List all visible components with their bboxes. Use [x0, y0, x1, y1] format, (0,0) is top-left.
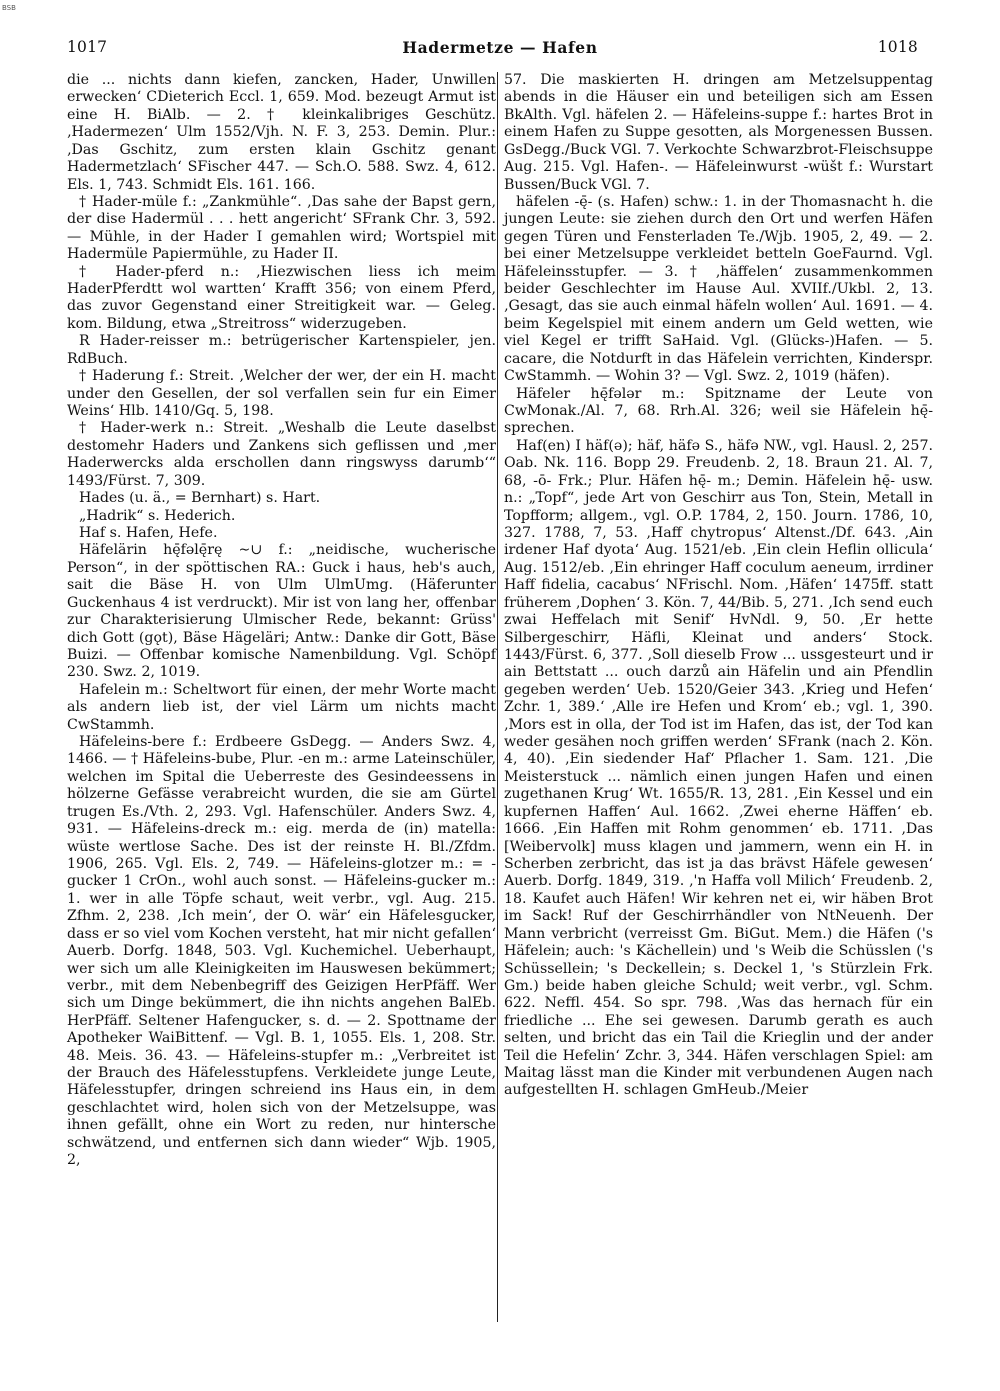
entry-haefelen: häfelen -ę̄- (s. Hafen) schw.: 1. in der Thomasnacht h. die jungen Leute: sie ziehen durch den Ort und werfen Häfen gegen Türen und Fensterladen Te./Wjb. 1905, 2, 49. — 2. bei einer Metzelsuppe verkleidet betteln GoeFaurnd. Vgl. Häfeleinsstupfer. — 3. † ‚häffelen‘ zusammenkommen beider Geschlechter im Hause Aul. XVIIf./Ukbl. 2, 13. ‚Gesagt, das sie auch einmal häfeln wollen‘ Aul. 1691. — 4. beim Kegelspiel mit einem andern um Geld wetten, wie viel Kegel er trifft SaHaid. Vgl. (Glücks-)Hafen. — 5. cacare, die Notdurft in das Häfelein verrichten, Kinderspr. CwStammh. — Wohin 3? — Vgl. Swz. 2, 1019 (häfen). — [504, 193, 933, 385]
entry-haefeler: Häfeler hę̄fələr m.: Spitzname der Leute von CwMonak./Al. 7, 68. Rrh.Al. 326; weil sie Häfelein hę̄- sprechen. — [504, 385, 933, 437]
entry-haf: Haf s. Hafen, Hefe. — [79, 524, 218, 541]
entry-hader-muele: † Hader-müle f.: „Zankmühle“. ‚Das sahe der Bapst gern, der dise Hadermül . . . hett angericht‘ SFrank Chr. 3, 592. — Mühle, in der Hader I gemahlen wird; Wortspiel mit Hadermüle Papiermühle, zu Hader II. — [67, 193, 496, 263]
left-column — [67, 72, 496, 1170]
left-page-number: 1017 — [67, 38, 108, 56]
entry-paragraph: die ... nichts dann kiefen, zancken, Hader, Unwillen erwecken‘ CDieterich Eccl. 1, 659. Mod. bezeugt Armut ist eine H. BiAlb. — 2. † kleinkalibriges Geschütz. ‚Hadermezen‘ Ulm 1552/Vjh. N. F. 3, 253. Demin. Plur.: ‚Das Gschitz, zum ersten klain Gschitz genant Hadermetzlach‘ SFischer 447. — Sch.O. 588. Swz. 4, 612. Els. 1, 743. Schmidt Els. 161. 166. — [67, 72, 496, 193]
entry-hadrik: „Hadrik“ s. Hederich. — [79, 507, 236, 524]
entry-haefelaeri: Häfelärin hę̄fəlę̄rę ∼∪ f.: „neidische, wucherische Person“, in der spöttischen RA.: Guck i haus, heb's auch, sait die Bäse H. von Ulm UlmUmg. (Häferunter Guckenhaus 4 ist verdruckt). Mir ist von lang her, offenbar zur Charakterisierung Ulmischer Rede, bekannt: Grüss' dich Gott (gǫt), Bäse Hägeläri; Antw.: Danke dir Gott, Bäse Buizi. — Offenbar komische Namenbildung. Vgl. Schöpf 230. Swz. 2, 1019. — [67, 542, 496, 681]
column-divider — [497, 72, 498, 1322]
entry-hader-werk: † Hader-werk n.: Streit. „Weshalb die Leute daselbst destomehr Haders und Zankens sich geflissen und ‚mer Haderwercks alda erschollen dann ringswyss darumb‘“ 1493/Fürst. 7, 309. — [67, 420, 496, 489]
right-column — [504, 72, 933, 1100]
entry-hafen: Haf(en) I häf(ə); häf, häfə S., häfə NW., vgl. Hausl. 2, 257. Oab. Nk. 116. Bopp 29. Freudenb. 2, 18. Braun 21. Al. 7, 68, -ō- Frk.; Plur. Häfen hę̄- m.; Demin. Häfelein hę̄- usw. n.: „Topf“, jede Art von Geschirr aus Ton, Stein, Metall in Topfform; allgem., vgl. O.P. 1784, 2, 150. Journ. 1786, 10, 327. 1788, 7, 53. ‚Haff chytropus‘ Altenst./Df. 643. ‚Ain irdener Haf dyota‘ Aug. 1521/eb. ‚Ein clein Heflin ollicula‘ Aug. 1512/eb. ‚Ein ehringer Haff coculum aeneum, irrdiner Haff fidelia, cacabus‘ NFrischl. Nom. ‚Häfen‘ 1475ff. statt früherem ‚Dophen‘ 3. Kön. 7, 44/Bib. 5, 271. ‚Ich send euch zwai Heffelach mit Senif‘ HvNdl. 9, 50. ‚Er hette Silbergeschirr, Häfli, Kleinat und anders‘ Stock. 1443/Fürst. 6, 377. ‚Soll dieselb Frow ... ussgesteurt und ir ain Bettstatt ... ouch darzů ain Häfelin und ain Pfendlin gegeben werden‘ Ueb. 1520/Geier 343. ‚Krieg und Hefen‘ Zchr. 1, 389.‘ ‚Alle ire Hefen und Krom‘ eb.; vgl. 1, 390. ‚Mors est in olla, der Tod ist im Hafen, das ist, der Tod kan weder gesähen noch griffen werden‘ SFrank (nach 2. Kön. 4, 40). ‚Ein siedender Haf‘ Pflacher 1. Sam. 121. ‚Die Meisterstuck ... nämlich einen jungen Hafen und einen zugethanen Krug‘ Wt. 1655/R. 13, 281. ‚Ein Kessel und ein kupfernen Haffen‘ Aul. 1662. ‚Zwei eherne Häffen‘ eb. 1666. ‚Ein Haffen mit Rohm genommen‘ eb. 1711. ‚Das [Weibervolk] muss klagen und jammern, wenn ein H. in Scherben zerbricht, das ist ja das brävst Häfele gewesen‘ Auerb. Dorfg. 1849, 319. ‚'n Haffa voll Milich‘ Freudenb. 2, 18. Kaufet auch Häfen! Wir kehren net ei, wir häben Brot im Sack! Ruf der Geschirrhändler von NtNeuenh. Der Mann verbricht (verreisst Gm. BiGut. Mem.) die Häfen ('s Häfelein; auch: 's Kächellein) und 's Weib die Schüsslen ('s Schüssellein; 's Deckellein; s. Deckel 1, 's Stürzlein Frk. Gm.) beide haben gleiche Schuld; weit verbr., vgl. Schm. 622. Neffl. 454. So spr. 798. ‚Was das hernach für ein friedliche ... Ehe sei gewesen. Darumb gerath es auch selten, und bricht das ein Tail die Krieglin und der ander Teil die Hefelin‘ Zchr. 3, 344. Häfen verschlagen Spiel: am Maitag lässt man die Kinder mit verbundenen Augen nach aufgestellten H. schlagen GmHeub./Meier — [504, 437, 933, 1099]
entry-hader-reisser: R Hader-reisser m.: betrügerischer Kartenspieler, jen. RdBuch. — [67, 333, 496, 367]
right-page-number: 1018 — [877, 38, 918, 56]
entry-hades: Hades (u. ä., = Bernhart) s. Hart. — [79, 490, 321, 507]
page-header-title: Hadermetze — Hafen — [402, 38, 598, 57]
entry-hafelein: Hafelein m.: Scheltwort für einen, der mehr Worte macht als andern lieb ist, der viel Lärm um nichts macht CwStammh. — [67, 681, 496, 733]
entry-hader-pferd: † Hader-pferd n.: ‚Hiezwischen liess ich meim HaderPferdtt wol wartten‘ Krafft 356; von einem Pferd, das zuvor Gegenstand einer Streitigkeit war. — Geleg. kom. Bildung, etwa „Streitross“ widerzugeben. — [67, 263, 496, 332]
entry-continuation: 57. Die maskierten H. dringen am Metzelsuppentag abends in die Häuser ein und beteiligen sich am Essen BkAlth. Vgl. häfelen 2. — Häfeleins-suppe f.: hartes Brot in einem Hafen zu Suppe gesotten, als Morgenessen Bussen. GsDegg./Buck VGl. 7. Verkochte Schwarzbrot-Fleischsuppe Aug. 215. Vgl. Hafen-. — Häfeleinwurst -wüšt f.: Wurstart Bussen/Buck VGl. 7. — [504, 72, 933, 193]
entry-haderung: † Haderung f.: Streit. ‚Welcher der wer, der ein H. macht under den Gesellen, der sol verfallen sein fur ein Eimer Weins‘ Hlb. 1410/Gq. 5, 198. — [67, 368, 496, 420]
entry-haefeleins-bere: Häfeleins-bere f.: Erdbeere GsDegg. — Anders Swz. 4, 1466. — † Häfeleins-bube, Plur. -en m.: arme Lateinschüler, welchen im Spital die Ueberreste des Gesindeessens in hölzerne Gefässe verabreicht wurden, die sie am Gürtel trugen Es./Vth. 2, 293. Vgl. Hafenschüler. Anders Swz. 4, 931. — Häfeleins-dreck m.: eig. merda de (in) matella: wüste wertlose Sache. Des ist der reinste H. Bl./Zfdm. 1906, 265. Vgl. Els. 2, 749. — Häfeleins-glotzer m.: = -gucker 1 CrOn., wohl auch sonst. — Häfeleins-gucker m.: 1. wer in alle Töpfe schaut, weit verbr., vgl. Aug. 215. Zfhm. 2, 238. ‚Ich mein‘, der O. wär‘ ein Häfelesgucker, dass er so viel vom Kochen versteht, hat mir nicht gefallen‘ Auerb. Dorfg. 1848, 503. Vgl. Kuchemichel. Ueberhaupt, wer sich um alle Kleinigkeiten im Hauswesen bekümmert; verbr., mit dem Nebenbegriff des Geizigen HerPfäff. Wer sich um Dinge bekümmert, die ihn nichts angehen BalEb. HerPfäff. Seltener Hafengucker, s. d. — 2. Spottname der Apotheker WaiBittenf. — Vgl. B. 1, 1055. Els. 1, 208. Str. 48. Meis. 36. 43. — Häfeleins-stupfer m.: „Verbreitet ist der Brauch des Häfelesstupfens. Verkleidete junge Leute, Häfelesstupfer, dringen schreiend ins Haus ein, in dem geschlachtet wird, holen sich von der Metzelsuppe, was ihnen gefällt, ohne ein Wort zu reden, nur hintersche schwätzend, und entfernen sich dann wieder“ Wjb. 1905, 2, — [67, 734, 496, 1169]
library-stamp: BSB — [2, 4, 16, 12]
